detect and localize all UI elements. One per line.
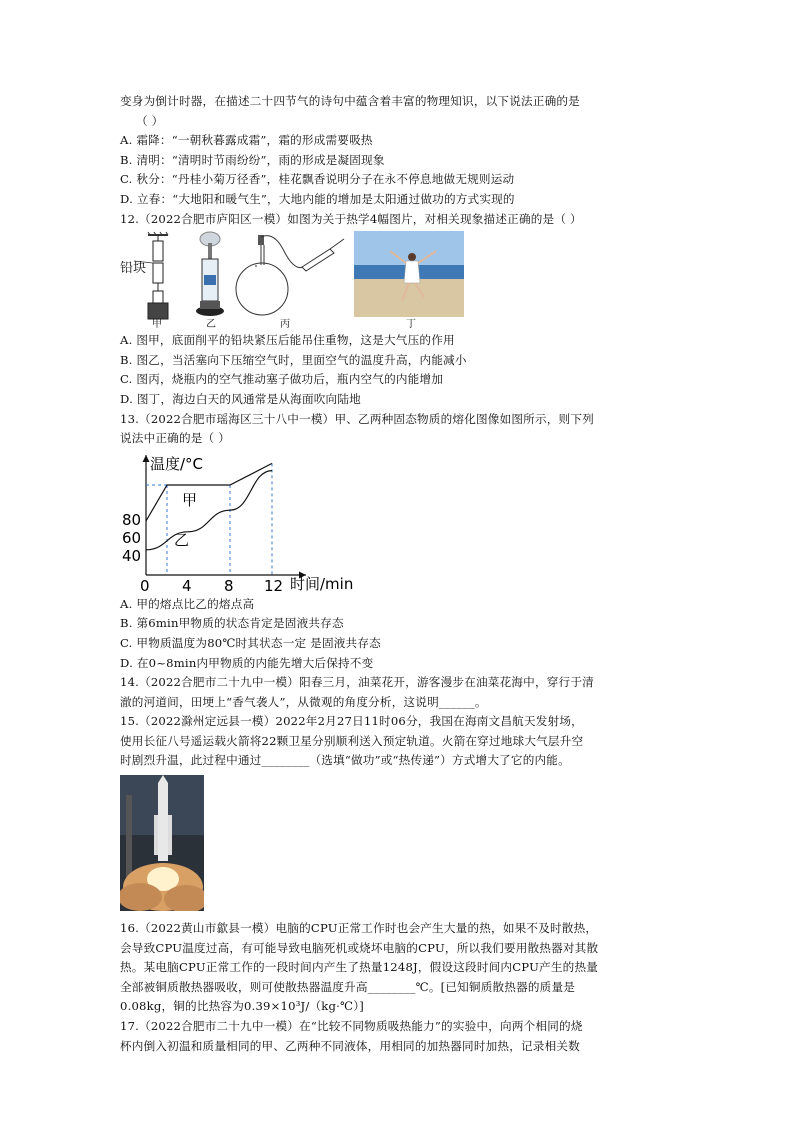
q13-option-c: C. 甲物质温度为80℃时其状态一定 是固液共存态: [120, 635, 381, 650]
figure-yi-label: 乙: [206, 319, 216, 331]
q11-option-d: D. 立春：“大地阳和暖气生”，大地内能的增加是太阳通过做功的方式实现的: [120, 191, 515, 206]
series-yi-line: [146, 470, 272, 549]
lead-block-figure: [120, 231, 180, 327]
q12-figures: [120, 231, 680, 331]
y-tick-80: 80: [122, 510, 142, 529]
x-tick-12: 12: [264, 576, 284, 593]
q15-line-1: 15.（2022滁州定远县一模）2022年2月27日11时06分，我国在海南文昌航天发射场，: [120, 714, 583, 729]
exam-page: [120, 92, 680, 1056]
q13-stem-2: 说法中正确的是（ ）: [120, 431, 231, 446]
q17-line-2: 杯内倒入初温和质量相同的甲、乙两种不同液体，用相同的加热器同时加热，记录相关数: [120, 1038, 580, 1053]
piston-figure: [188, 231, 232, 327]
melting-chart: [120, 449, 540, 593]
x-axis-label: 时间/min: [290, 574, 354, 593]
q13-option-b: B. 第6min甲物质的状态肯定是固液共存态: [120, 616, 344, 631]
beach-photo: [354, 231, 464, 317]
q12-option-a: A. 图甲，底面削平的铅块紧压后能吊住重物，这是大气压的作用: [120, 333, 455, 348]
q13-option-a: A. 甲的熔点比乙的熔点高: [120, 596, 255, 611]
lead-block-label: 铅块: [120, 261, 147, 277]
y-axis-label: 温度/°C: [150, 454, 204, 473]
q11-stem: 变身为倒计时器，在描述二十四节气的诗句中蕴含着丰富的物理知识，以下说法正确的是: [120, 94, 580, 108]
q12-option-b: B. 图乙，当活塞向下压缩空气时，里面空气的温度升高，内能减小: [120, 352, 467, 367]
q12-stem: 12.（2022合肥市庐阳区一模）如图为关于热学4幅图片，对相关现象描述正确的是（ ）: [120, 211, 582, 226]
q11-bracket: （ ）: [136, 113, 164, 128]
q13-option-d: D. 在0~8min内甲物质的内能先增大后保持不变: [120, 655, 374, 670]
series-yi-label: 乙: [174, 530, 190, 549]
q16-line-5: 0.08kg，铜的比热容为0.39×10³J/（kg·℃）]: [120, 999, 364, 1014]
flask-figure: [234, 231, 350, 327]
figure-ding-label: 丁: [406, 319, 416, 331]
q12-option-c: C. 图丙，烧瓶内的空气推动塞子做功后，瓶内空气的内能增加: [120, 372, 444, 387]
q16-line-4: 全部被铜质散热器吸收，则可使散热器温度升高________℃。[已知铜质散热器的质量是: [120, 979, 576, 994]
y-tick-60: 60: [122, 528, 142, 547]
x-tick-8: 8: [224, 576, 234, 593]
q13-stem-1: 13.（2022合肥市瑶海区三十八中一模）甲、乙两种固态物质的熔化图像如图所示，则下列: [120, 411, 594, 426]
q12-option-d: D. 图丁，海边白天的风通常是从海面吹向陆地: [120, 391, 361, 406]
x-tick-4: 4: [182, 576, 192, 593]
q14-line-1: 14.（2022合肥市二十九中一模）阳春三月，油菜花开，游客漫步在油菜花海中，穿行于清: [120, 675, 594, 690]
q11-option-b: B. 清明：“清明时节雨纷纷”，雨的形成是凝固现象: [120, 152, 385, 167]
q11-option-a: A. 霜降：“一朝秋暮露成霜”，霜的形成需要吸热: [120, 133, 373, 148]
q14-line-2: 澈的河道间，田埂上“香气袭人”，从微观的角度分析，这说明______。: [120, 694, 487, 709]
q15-line-3: 时剧烈升温，此过程中通过________（选填“做功”或“热传递”）方式增大了它的内能。: [120, 753, 570, 768]
series-jia-label: 甲: [182, 490, 198, 509]
q16-line-3: 热。某电脑CPU正常工作的一段时间内产生了热量1248J，假设这段时间内CPU产生的热量: [120, 960, 599, 975]
x-tick-0: 0: [140, 576, 150, 593]
rocket-launch-photo: [120, 775, 204, 911]
q16-line-2: 会导致CPU温度过高，有可能导致电脑死机或烧坏电脑的CPU，所以我们要用散热器对其散: [120, 940, 599, 955]
melting-chart-svg: [120, 449, 540, 593]
figure-jia-label: 甲: [152, 319, 162, 331]
q16-line-1: 16.（2022黄山市歙县一模）电脑的CPU正常工作时也会产生大量的热，如果不及时散热，: [120, 921, 598, 936]
q17-line-1: 17.（2022合肥市二十九中一模）在“比较不同物质吸热能力”的实验中，向两个相同的烧: [120, 1019, 583, 1034]
q15-line-2: 使用长征八号遥运载火箭将22颗卫星分别顺利送入预定轨道。火箭在穿过地球大气层升空: [120, 733, 584, 748]
figure-bing-label: 丙: [280, 319, 290, 331]
y-tick-40: 40: [122, 546, 142, 565]
q11-option-c: C. 秋分：“丹桂小菊万径香”，桂花飘香说明分子在永不停息地做无规则运动: [120, 172, 515, 187]
